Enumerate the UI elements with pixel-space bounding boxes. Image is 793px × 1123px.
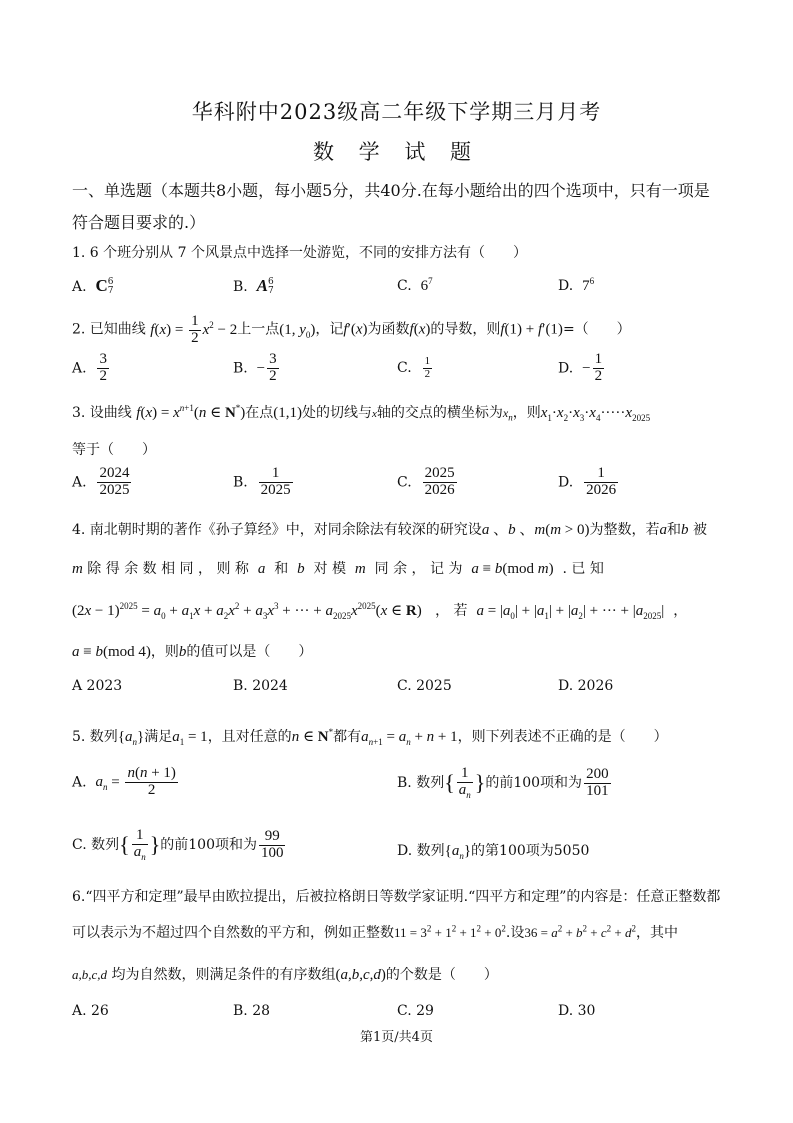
page-title: 华科附中2023级高二年级下学期三月月考 — [191, 100, 602, 124]
q2-stem: 2. 已知曲线 f(x) = $\frac{1}{2}$ $x^2 - 2$上一点(1, $y_0$)，记f′(x)为函数f(x)的导数，则f(1) + f′(1)=（ ） — [72, 313, 631, 346]
q6-option-a: A. 26 — [72, 1003, 109, 1019]
section-heading-line1: 一、单选题（本题共8小题，每小题5分，共40分.在每小题给出的四个选项中，只有一项是 — [72, 181, 710, 200]
q3-stem-line2: 等于（ ） — [72, 442, 156, 458]
q1-option-c: C. $6^7$ — [397, 276, 433, 294]
q6-option-c: C. 29 — [397, 1003, 434, 1019]
q6-stem-line2: 可以表示为不超过四个自然数的平方和，例如正整数$11 = 3^2 + 1^2 + 1^2 + 0^2$.设$36 = a^2 + b^2 + c^2 + d^2$，其中 — [72, 923, 678, 941]
q2-option-a: A. $\frac{3}{2}$ — [72, 351, 107, 384]
q4-stem-line2: m 除 得 余 数 相 同 ， 则 称 a 和 b 对 模 m 同 余 ， 记 为 a ≡ b(mod m) . 已 知 — [72, 561, 604, 577]
q3-stem: 3. 设曲线 $f(x) = x^{n+1}(n$ ∈ N*)在点(1,1)处的切线与x轴的交点的横坐标为$x_n$，则$x_1\cdot x_2\cdot x_3\cdot x_4\cdot\cdot\cdot\cdot\cdot x_{2025}$ — [72, 403, 651, 423]
q5-option-b: B. 数列{ $\frac{1}{a_n}$ }的前100项和为 $\frac{200}{101}$ — [397, 765, 609, 800]
q4-stem-line1: 4. 南北朝时期的著作《孙子算经》中，对同余除法有较深的研究设a 、b 、m(m > 0)为整数，若a和b 被 — [72, 522, 707, 538]
q3-option-a: A. $\frac{2024}{2025}$ — [72, 465, 130, 498]
q6-stem-line3: a,b,c,d 均为自然数，则满足条件的有序数组(a,b,c,d)的个数是（ ） — [72, 967, 498, 983]
q1-stem: 1. 6 个班分别从 7 个风景点中选择一处游览，不同的安排方法有（ ） — [72, 245, 527, 261]
q2-option-c: C. $\frac{1}{2}$ — [397, 355, 431, 380]
q3-option-c: C. $\frac{2025}{2026}$ — [397, 465, 455, 498]
q5-option-c: C. 数列{ $\frac{1}{a_n}$ }的前100项和为 $\frac{99}{100}$ — [72, 827, 284, 862]
q3-option-b: B. $\frac{1}{2025}$ — [233, 465, 291, 498]
section-heading-line2: 符合题目要求的.） — [72, 213, 206, 232]
q4-option-a: A 2023 — [72, 678, 123, 694]
q4-stem-line4: a ≡ b(mod 4)，则b的值可以是（ ） — [72, 644, 313, 660]
page-subtitle: 数 学 试 题 — [312, 140, 481, 164]
page-footer: 第1页/共4页 — [360, 1030, 433, 1045]
q4-option-b: B. 2024 — [233, 678, 288, 694]
q5-stem: 5. 数列$\{a_n\}$满足$a_1 = 1$，且对任意的n ∈ N*都有$a_{n+1} = a_n + n + 1$，则下列表述不正确的是（ ） — [72, 727, 668, 747]
q6-stem-line1: 6.“四平方和定理”最早由欧拉提出，后被拉格朗日等数学家证明.“四平方和定理”的内容是：任意正整数都 — [72, 889, 721, 905]
q2-option-d: D. − $\frac{1}{2}$ — [558, 351, 603, 384]
q6-option-b: B. 28 — [233, 1003, 271, 1019]
q1-option-b: B. A 6 7 — [233, 276, 274, 296]
q4-stem-line3: $(2x - 1)^{2025} = a_0 + a_1x + a_2x^2 + a_3x^3$ + ··· + $a_{2025}x^{2025}(x$ ∈ R) ， 若 $a = |a_0| + |a_1| + |a_2|$ + ··· + $|a_{2025}|$ ， — [72, 601, 688, 621]
q3-option-d: D. $\frac{1}{2026}$ — [558, 465, 617, 498]
q4-option-c: C. 2025 — [397, 678, 452, 694]
q5-option-a: A. $a_n$ = $\frac{n(n + 1)}{2}$ — [72, 765, 176, 798]
q1-option-d: D. $7^6$ — [558, 276, 595, 294]
q5-option-d: D. 数列$\{a_n\}$的第100项为5050 — [397, 843, 590, 861]
q6-option-d: D. 30 — [558, 1003, 596, 1019]
q4-option-d: D. 2026 — [558, 678, 614, 694]
q2-option-b: B. − $\frac{3}{2}$ — [233, 351, 277, 384]
q1-option-a: A. C 6 7 — [72, 276, 114, 296]
